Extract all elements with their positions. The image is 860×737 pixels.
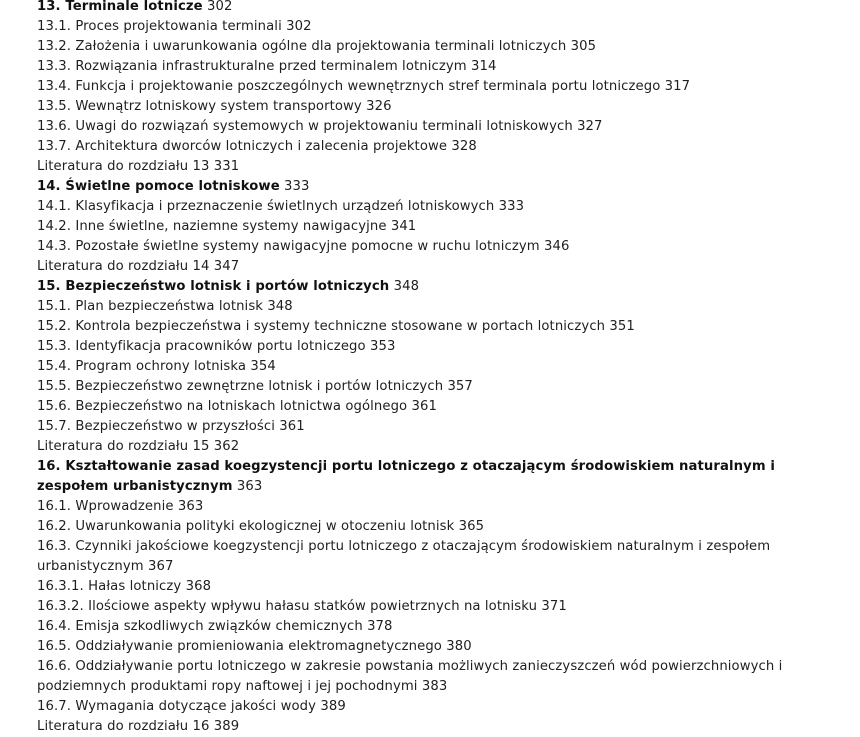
entry-text: 13.3. Rozwiązania infrastrukturalne przed terminalem lotniczym 314 [37,59,497,74]
toc-entry [37,257,847,277]
toc-entry [37,37,847,57]
chapter-page: 333 [279,179,310,194]
toc-entry [37,117,847,137]
toc-entry [37,137,847,157]
toc-entry [37,497,847,517]
chapter-heading [37,277,847,297]
toc-entry [37,437,847,457]
toc-entry [37,157,847,177]
chapter-page: 363 [232,479,263,494]
toc-entry [37,17,847,37]
entry-text: 14.2. Inne świetlne, naziemne systemy nawigacyjne 341 [37,219,417,234]
entry-text: 16.1. Wprowadzenie 363 [37,499,204,514]
toc-entry [37,577,847,597]
chapter-heading [37,177,847,197]
entry-text: Literatura do rozdziału 13 331 [37,159,240,174]
toc-entry [37,397,847,417]
toc-entry [37,637,847,657]
entry-text: Literatura do rozdziału 14 347 [37,259,240,274]
entry-text: 16.3. Czynniki jakościowe koegzystencji portu lotniczego z otaczającym środowiskiem naturalnym i zespołem urbanistycznym 367 [37,539,771,574]
entry-text: 16.3.1. Hałas lotniczy 368 [37,579,212,594]
entry-text: 13.4. Funkcja i projektowanie poszczególnych wewnętrznych stref terminala portu lotniczego 317 [37,79,691,94]
toc-entry [37,297,847,317]
entry-text: 13.6. Uwagi do rozwiązań systemowych w projektowaniu terminali lotniskowych 327 [37,119,603,134]
toc-entry [37,617,847,637]
entry-text: 15.3. Identyfikacja pracowników portu lotniczego 353 [37,339,396,354]
toc-entry [37,657,847,697]
toc-entry [37,77,847,97]
entry-text: 14.3. Pozostałe świetlne systemy nawigacyjne pomocne w ruchu lotniczym 346 [37,239,570,254]
entry-text: 16.2. Uwarunkowania polityki ekologicznej w otoczeniu lotnisk 365 [37,519,485,534]
toc-entry [37,697,847,717]
entry-text: Literatura do rozdziału 16 389 [37,719,240,734]
entry-text: 16.5. Oddziaływanie promieniowania elektromagnetycznego 380 [37,639,472,654]
entry-text: 15.1. Plan bezpieczeństwa lotnisk 348 [37,299,293,314]
toc-entry [37,517,847,537]
chapter-heading [37,457,847,497]
entry-text: 14.1. Klasyfikacja i przeznaczenie świetlnych urządzeń lotniskowych 333 [37,199,525,214]
table-of-contents [37,0,847,737]
entry-text: 15.6. Bezpieczeństwo na lotniskach lotnictwa ogólnego 361 [37,399,437,414]
toc-entry [37,597,847,617]
chapter-title: 13. Terminale lotnicze [37,0,203,14]
entry-text: 15.7. Bezpieczeństwo w przyszłości 361 [37,419,305,434]
entry-text: 16.4. Emisja szkodliwych związków chemicznych 378 [37,619,393,634]
toc-entry [37,237,847,257]
entry-text: 13.1. Proces projektowania terminali 302 [37,19,312,34]
toc-entry [37,377,847,397]
entry-text: 15.4. Program ochrony lotniska 354 [37,359,276,374]
entry-text: 13.5. Wewnątrz lotniskowy system transportowy 326 [37,99,392,114]
toc-entry [37,337,847,357]
chapter-title: 14. Świetlne pomoce lotniskowe [37,179,280,194]
chapter-title: 15. Bezpieczeństwo lotnisk i portów lotniczych [37,279,390,294]
entry-text: Literatura do rozdziału 15 362 [37,439,240,454]
toc-entry [37,317,847,337]
toc-entry [37,717,847,737]
toc-entry [37,417,847,437]
toc-entry [37,537,847,577]
chapter-page: 348 [389,279,420,294]
toc-entry [37,57,847,77]
toc-entry [37,97,847,117]
toc-entry [37,197,847,217]
entry-text: 16.6. Oddziaływanie portu lotniczego w zakresie powstania możliwych zanieczyszczeń wód powierzchniowych i podziemnych produktami ropy naftowej i jej pochodnymi 383 [37,659,783,694]
entry-text: 13.7. Architektura dworców lotniczych i zalecenia projektowe 328 [37,139,477,154]
entry-text: 15.5. Bezpieczeństwo zewnętrzne lotnisk i portów lotniczych 357 [37,379,473,394]
entry-text: 13.2. Założenia i uwarunkowania ogólne dla projektowania terminali lotniczych 305 [37,39,597,54]
chapter-heading [37,0,847,17]
entry-text: 16.3.2. Ilościowe aspekty wpływu hałasu statków powietrznych na lotnisku 371 [37,599,567,614]
chapter-title: 16. Kształtowanie zasad koegzystencji portu lotniczego z otaczającym środowiskiem naturalnym i zespołem urbanistycznym [37,459,775,494]
toc-entry [37,217,847,237]
entry-text: 16.7. Wymagania dotyczące jakości wody 389 [37,699,346,714]
chapter-page: 302 [202,0,233,14]
toc-entry [37,357,847,377]
entry-text: 15.2. Kontrola bezpieczeństwa i systemy techniczne stosowane w portach lotniczych 351 [37,319,635,334]
